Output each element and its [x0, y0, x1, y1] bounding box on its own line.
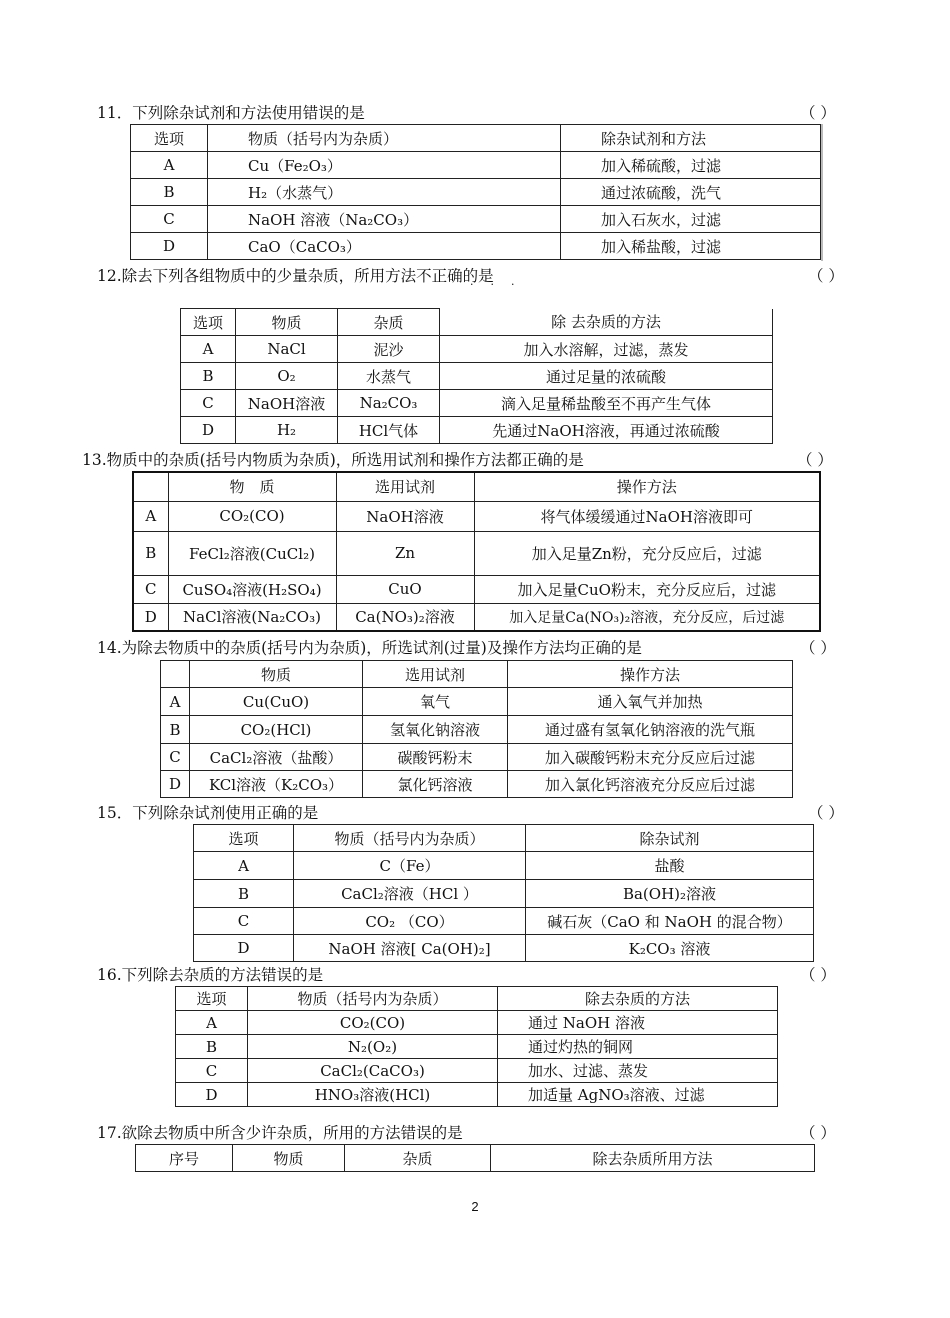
table-header-cell: 除 去杂质的方法 [440, 309, 773, 336]
table-cell: CO₂(HCl) [190, 716, 363, 744]
table-header-cell [133, 472, 168, 501]
table-cell: NaOH 溶液[ Ca(OH)₂] [294, 935, 526, 962]
table-cell: A [181, 336, 236, 363]
table-cell: CuO [336, 575, 474, 603]
table-cell: D [161, 771, 190, 798]
table-header-cell: 物质 [190, 661, 363, 688]
table-cell: 氯化钙溶液 [363, 771, 508, 798]
table-cell: 加入足量Ca(NO₃)₂溶液，充分反应，后过滤 [474, 603, 820, 631]
table-cell: 水蒸气 [338, 363, 440, 390]
table-cell: B [131, 179, 208, 206]
table-cell: 加入氯化钙溶液充分反应后过滤 [508, 771, 793, 798]
table-cell: 氢氧化钠溶液 [363, 716, 508, 744]
answer-blank-11[interactable]: （ ） [800, 104, 836, 122]
table-cell: 加入足量Zn粉，充分反应后，过滤 [474, 531, 820, 575]
table-q16 [175, 986, 778, 1107]
table-header-cell: 物质（括号内为杂质） [208, 125, 561, 152]
answer-blank-14[interactable]: （ ） [800, 639, 836, 657]
table-cell: 加入足量CuO粉末，充分反应后，过滤 [474, 575, 820, 603]
table-cell: 加入稀硫酸，过滤 [561, 152, 821, 179]
table-cell: 通过足量的浓硫酸 [440, 363, 773, 390]
table-cell: A [176, 1011, 248, 1035]
table-cell: NaOH 溶液（Na₂CO₃） [208, 206, 561, 233]
table-header-cell: 除杂试剂 [526, 825, 814, 852]
answer-blank-17[interactable]: （ ） [800, 1124, 836, 1142]
table-q12 [180, 308, 773, 444]
table-q14 [160, 660, 793, 798]
table-header-cell: 除去杂质的方法 [498, 987, 778, 1011]
table-cell: 滴入足量稀盐酸至不再产生气体 [440, 390, 773, 417]
table-cell: FeCl₂溶液(CuCl₂) [168, 531, 336, 575]
table-cell: NaCl溶液(Na₂CO₃) [168, 603, 336, 631]
table-cell: Ba(OH)₂溶液 [526, 880, 814, 908]
table-cell: H₂（水蒸气） [208, 179, 561, 206]
table-header-cell: 选用试剂 [363, 661, 508, 688]
table-cell: Cu（Fe₂O₃） [208, 152, 561, 179]
table-cell: 盐酸 [526, 852, 814, 880]
table-cell: CuSO₄溶液(H₂SO₄) [168, 575, 336, 603]
table-cell: CO₂(CO) [248, 1011, 498, 1035]
table-cell: C [161, 744, 190, 771]
table-cell: D [181, 417, 236, 444]
table-header-cell: 除杂试剂和方法 [561, 125, 821, 152]
table-cell: 泥沙 [338, 336, 440, 363]
table-header-cell: 杂质 [345, 1145, 491, 1172]
table-header-cell: 物质（括号内为杂质） [294, 825, 526, 852]
table-header-cell: 操作方法 [474, 472, 820, 501]
table-q11 [130, 124, 821, 260]
table-cell: 将气体缓缓通过NaOH溶液即可 [474, 501, 820, 531]
table-cell: HNO₃溶液(HCl) [248, 1083, 498, 1107]
table-cell: Na₂CO₃ [338, 390, 440, 417]
table-cell: D [133, 603, 168, 631]
table-header-cell: 杂质 [338, 309, 440, 336]
table-cell: 加入碳酸钙粉末充分反应后过滤 [508, 744, 793, 771]
table-cell: 通过盛有氢氧化钠溶液的洗气瓶 [508, 716, 793, 744]
table-cell: 通入氧气并加热 [508, 688, 793, 716]
table-cell: NaCl [236, 336, 338, 363]
table-cell: A [133, 501, 168, 531]
question-12-text: 12.除去下列各组物质中的少量杂质，所用方法不正确的是 [97, 267, 494, 285]
table-header-cell: 选用试剂 [336, 472, 474, 501]
table-cell: 氧气 [363, 688, 508, 716]
table-header-cell: 物 质 [168, 472, 336, 501]
answer-blank-12[interactable]: （ ） [808, 267, 844, 285]
answer-blank-13[interactable]: （ ） [797, 451, 833, 469]
table-cell: B [194, 880, 294, 908]
table-header-cell: 操作方法 [508, 661, 793, 688]
answer-blank-15[interactable]: （ ） [808, 804, 844, 822]
table-cell: D [194, 935, 294, 962]
table-q15 [193, 824, 814, 962]
table-cell: C [131, 206, 208, 233]
table-cell: CO₂ （CO） [294, 908, 526, 935]
table-cell: A [131, 152, 208, 179]
table-cell: C [133, 575, 168, 603]
question-15-text: 15．下列除杂试剂使用正确的是 [97, 804, 319, 822]
emphasis-dots: ··· [470, 278, 532, 291]
table-cell: CaCl₂溶液（盐酸） [190, 744, 363, 771]
margin-line [821, 124, 823, 261]
table-cell: 加入稀盐酸，过滤 [561, 233, 821, 260]
table-cell: HCl气体 [338, 417, 440, 444]
question-11-text: 11．下列除杂试剂和方法使用错误的是 [97, 104, 365, 122]
question-14-text: 14.为除去物质中的杂质(括号内为杂质)，所选试剂(过量)及操作方法均正确的是 [97, 639, 642, 657]
table-cell: 通过 NaOH 溶液 [498, 1011, 778, 1035]
table-cell: 通过灼热的铜网 [498, 1035, 778, 1059]
table-cell: N₂(O₂) [248, 1035, 498, 1059]
table-header-cell [161, 661, 190, 688]
table-header-cell: 物质 [236, 309, 338, 336]
table-cell: C [176, 1059, 248, 1083]
table-cell: Ca(NO₃)₂溶液 [336, 603, 474, 631]
table-cell: C [194, 908, 294, 935]
table-cell: 碱石灰（CaO 和 NaOH 的混合物） [526, 908, 814, 935]
table-cell: H₂ [236, 417, 338, 444]
table-q13 [132, 471, 821, 632]
table-header-cell: 物质（括号内为杂质） [248, 987, 498, 1011]
table-cell: CO₂(CO) [168, 501, 336, 531]
table-cell: B [161, 716, 190, 744]
table-cell: Zn [336, 531, 474, 575]
table-header-cell: 除去杂质所用方法 [491, 1145, 815, 1172]
table-cell: C [181, 390, 236, 417]
table-header-cell: 选项 [176, 987, 248, 1011]
table-q17 [135, 1144, 815, 1172]
table-cell: CaCl₂(CaCO₃) [248, 1059, 498, 1083]
question-17-text: 17.欲除去物质中所含少许杂质，所用的方法错误的是 [97, 1124, 463, 1142]
table-cell: CaO（CaCO₃） [208, 233, 561, 260]
table-cell: 先通过NaOH溶液，再通过浓硫酸 [440, 417, 773, 444]
table-cell: Cu(CuO) [190, 688, 363, 716]
question-16-text: 16.下列除去杂质的方法错误的是 [97, 966, 324, 984]
table-cell: 加入石灰水，过滤 [561, 206, 821, 233]
table-cell: 加适量 AgNO₃溶液、过滤 [498, 1083, 778, 1107]
table-header-cell: 序号 [136, 1145, 233, 1172]
table-cell: B [133, 531, 168, 575]
table-header-cell: 物质 [233, 1145, 345, 1172]
table-header-cell: 选项 [131, 125, 208, 152]
table-cell: KCl溶液（K₂CO₃） [190, 771, 363, 798]
table-cell: CaCl₂溶液（HCl ） [294, 880, 526, 908]
table-cell: C（Fe） [294, 852, 526, 880]
table-header-cell: 选项 [181, 309, 236, 336]
answer-blank-16[interactable]: （ ） [800, 966, 836, 984]
table-cell: D [176, 1083, 248, 1107]
question-13-text: 13.物质中的杂质(括号内物质为杂质)，所选用试剂和操作方法都正确的是 [82, 451, 584, 469]
table-cell: A [194, 852, 294, 880]
table-cell: 通过浓硫酸，洗气 [561, 179, 821, 206]
table-header-cell: 选项 [194, 825, 294, 852]
table-cell: 加入水溶解，过滤，蒸发 [440, 336, 773, 363]
table-cell: A [161, 688, 190, 716]
table-cell: 加水、过滤、蒸发 [498, 1059, 778, 1083]
table-cell: NaOH溶液 [236, 390, 338, 417]
table-cell: B [181, 363, 236, 390]
table-cell: K₂CO₃ 溶液 [526, 935, 814, 962]
table-cell: O₂ [236, 363, 338, 390]
table-cell: D [131, 233, 208, 260]
table-cell: NaOH溶液 [336, 501, 474, 531]
page-number: 2 [471, 1199, 479, 1214]
table-cell: B [176, 1035, 248, 1059]
table-cell: 碳酸钙粉末 [363, 744, 508, 771]
